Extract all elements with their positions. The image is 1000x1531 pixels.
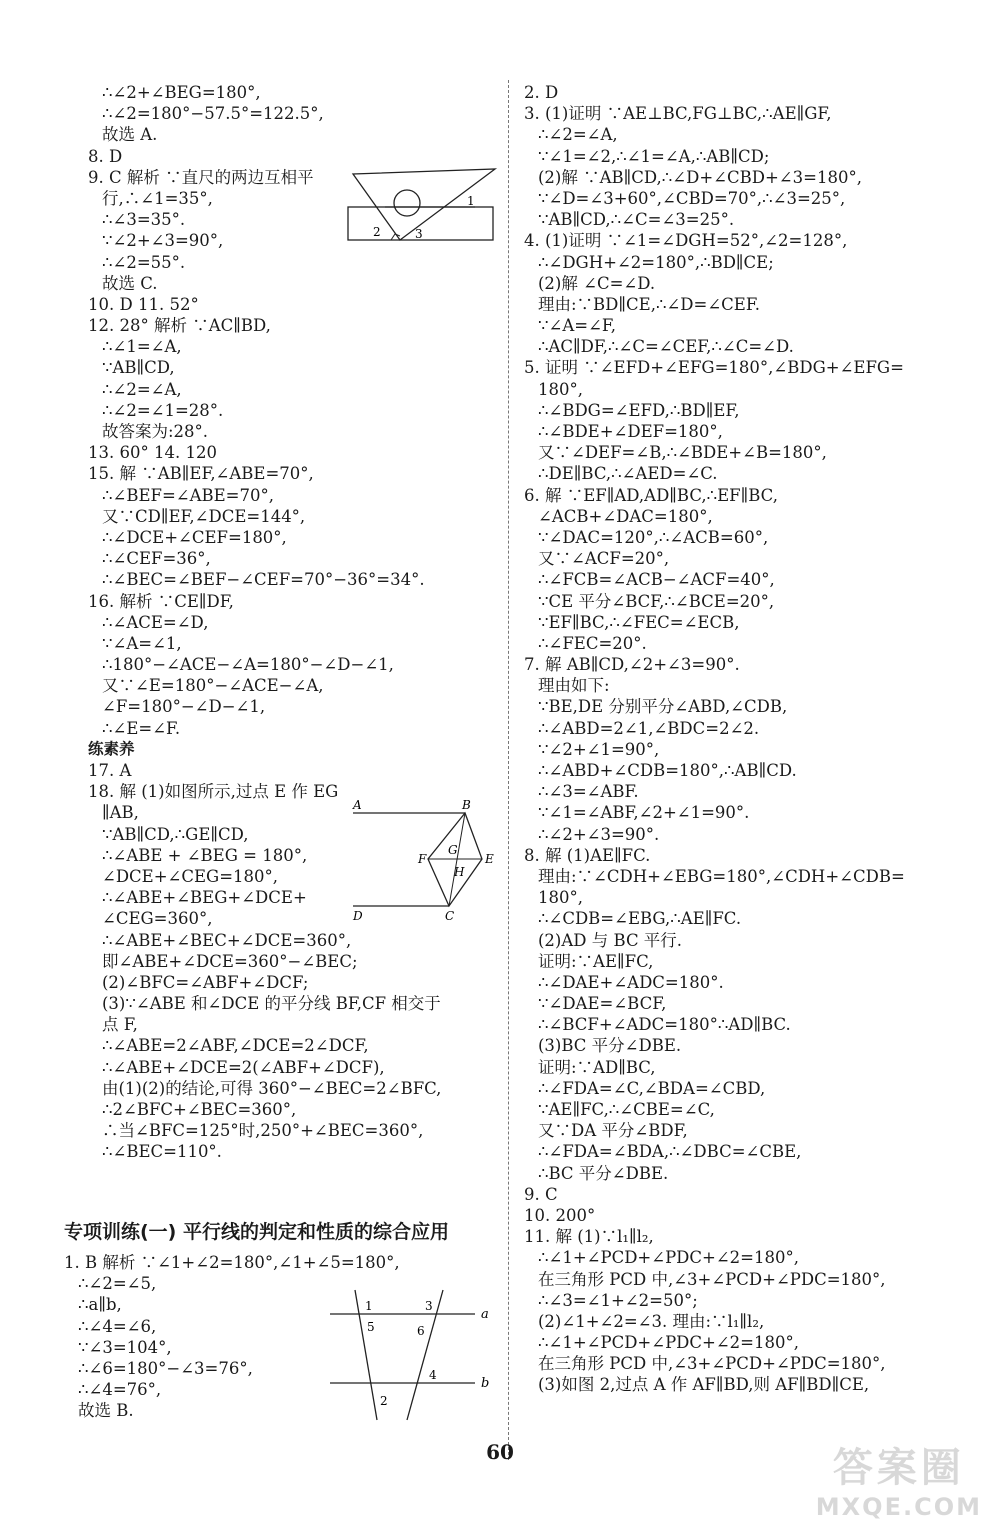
text-line: ∴∠FDA=∠C,∠BDA=∠CBD,: [538, 1078, 766, 1098]
text-line: 10. 200°: [524, 1205, 596, 1225]
text-line: 4. (1)证明 ∵∠1=∠DGH=52°,∠2=128°,: [524, 231, 848, 251]
text-line: ∴∠4=∠6,: [78, 1316, 157, 1336]
text-line: 12. 28° 解析 ∵AC∥BD,: [88, 316, 271, 336]
text-line: ∴∠DGH+∠2=180°,∴BD∥CE;: [538, 252, 774, 272]
text-line: 点 F,: [102, 1015, 138, 1035]
text-line: 又∵DA 平分∠BDF,: [538, 1121, 688, 1141]
text-line: ∴2∠BFC+∠BEC=360°,: [102, 1100, 297, 1119]
text-line: ∵AB∥CD,∴GE∥CD,: [102, 824, 249, 844]
ruler-label-2: 2: [373, 225, 381, 239]
text-line: ∵∠DAE=∠BCF,: [538, 994, 667, 1014]
text-line: (2)∠BFC=∠ABF+∠DCF;: [102, 972, 309, 992]
text-line: 18. 解 (1)如图所示,过点 E 作 EG: [88, 782, 339, 802]
watermark-url: MXQE.COM: [815, 1493, 982, 1521]
text-line: 11. 解 (1)∵l₁∥l₂,: [524, 1227, 654, 1247]
text-line: ∠DCE+∠CEG=180°,: [102, 866, 279, 886]
text-line: 5. 证明 ∵∠EFD+∠EFG=180°,∠BDG+∠EFG=: [524, 358, 904, 378]
text-line: (2)解 ∠C=∠D.: [538, 273, 656, 293]
text-line: ∴∠ABD=2∠1,∠BDC=2∠2.: [538, 718, 760, 738]
text-line: ∴∠FCB=∠ACB−∠ACF=40°,: [538, 570, 775, 590]
text-line: ∴∠BDE+∠DEF=180°,: [538, 422, 723, 441]
text-line: 9. C 解析 ∵直尺的两边互相平: [88, 167, 314, 187]
text-line: ∴∠3=∠1+∠2=50°;: [538, 1290, 698, 1310]
text-line: 即∠ABE+∠DCE=360°−∠BEC;: [102, 951, 358, 971]
text-line: ∴∠1+∠PCD+∠PDC+∠2=180°,: [538, 1333, 799, 1353]
text-line: ∴∠1+∠PCD+∠PDC+∠2=180°,: [538, 1248, 799, 1268]
quad-label-G: G: [448, 843, 458, 857]
text-line: ∵∠3=104°,: [78, 1337, 172, 1357]
text-line: 又∵∠E=180°−∠ACE−∠A,: [102, 676, 324, 696]
text-line: ∴∠ABE+∠BEG+∠DCE+: [102, 888, 307, 908]
lines-label-3: 3: [425, 1299, 433, 1313]
text-line: ∴∠BEC=110°.: [102, 1142, 222, 1162]
text-line: ∴∠ABE=2∠ABF,∠DCE=2∠DCF,: [102, 1036, 369, 1056]
text-line: ∴∠2=∠1=28°.: [102, 400, 224, 420]
text-line: ∴180°−∠ACE−∠A=180°−∠D−∠1,: [102, 655, 394, 675]
text-line: 8. D: [88, 146, 123, 166]
text-line: ∵BE,DE 分别平分∠ABD,∠CDB,: [538, 697, 788, 717]
text-line: ∠CEG=360°,: [102, 909, 213, 929]
text-line: ∵∠DAC=120°,∴∠ACB=60°,: [538, 527, 769, 547]
text-line: ∴∠ACE=∠D,: [102, 612, 209, 632]
text-line: 17. A: [88, 761, 132, 780]
text-line: (2)AD 与 BC 平行.: [538, 930, 683, 950]
text-line: 故选 C.: [102, 273, 158, 293]
text-line: 行,∴∠1=35°,: [102, 188, 213, 208]
ruler-label-1: 1: [467, 194, 475, 208]
column-divider: [508, 80, 509, 1460]
text-line: ∵∠D=∠3+60°,∠CBD=70°,∴∠3=25°,: [538, 188, 846, 208]
text-line: 在三角形 PCD 中,∠3+∠PCD+∠PDC=180°,: [538, 1354, 886, 1374]
quad-label-B: B: [462, 798, 471, 812]
text-line: 7. 解 AB∥CD,∠2+∠3=90°.: [524, 655, 740, 675]
text-line: 又∵∠DEF=∠B,∴∠BDE+∠B=180°,: [538, 443, 827, 463]
text-line: ∴∠2=∠5,: [78, 1274, 157, 1294]
text-line: (3)BC 平分∠DBE.: [538, 1036, 682, 1056]
text-line: ∴∠BDG=∠EFD,∴BD∥EF,: [538, 400, 740, 420]
text-line: ∵AE∥FC,∴∠CBE=∠C,: [538, 1100, 715, 1119]
text-line: ∴∠ABE+∠BEC+∠DCE=360°,: [102, 930, 352, 950]
text-line: ∴∠FDA=∠BDA,∴∠DBC=∠CBE,: [538, 1142, 802, 1162]
text-line: 180°,: [538, 888, 583, 908]
text-line: ∴∠BEF=∠ABE=70°,: [102, 485, 274, 505]
text-line: 13. 60° 14. 120: [88, 443, 217, 463]
text-line: ∴AC∥DF,∴∠C=∠CEF,∴∠C=∠D.: [538, 337, 794, 357]
text-line: ∴∠3=∠ABF.: [538, 782, 639, 802]
text-line: ∴∠2=180°−57.5°=122.5°,: [102, 104, 324, 124]
text-line: ∴∠3=35°.: [102, 210, 186, 230]
text-line: ∴∠2=∠A,: [102, 379, 182, 399]
text-line: ∴BC 平分∠DBE.: [538, 1163, 669, 1183]
text-line: ∴∠2+∠3=90°.: [538, 824, 660, 844]
text-line: ∵EF∥BC,∴∠FEC=∠ECB,: [538, 612, 740, 632]
text-line: ∵∠A=∠F,: [538, 316, 617, 336]
text-line: 2. D: [524, 83, 559, 102]
text-line: 16. 解析 ∵CE∥DF,: [88, 591, 234, 611]
text-line: ∴∠ABE+∠DCE=2(∠ABF+∠DCF),: [102, 1057, 385, 1077]
text-line: 故选 B.: [78, 1401, 134, 1421]
text-line: 又∵∠ACF=20°,: [538, 549, 670, 569]
text-line: (2)∠1+∠2=∠3. 理由:∵l₁∥l₂,: [538, 1311, 765, 1331]
text-line: 理由如下:: [538, 676, 610, 696]
lines-label-1: 1: [365, 1299, 373, 1313]
text-line: ∴∠BCF+∠ADC=180°∴AD∥BC.: [538, 1015, 791, 1035]
text-line: 理由:∵∠CDH+∠EBG=180°,∠CDH+∠CDB=: [538, 866, 905, 886]
quad-label-E: E: [485, 852, 494, 866]
text-line: 故答案为:28°.: [102, 422, 209, 441]
text-line: ∴∠2=55°.: [102, 252, 186, 272]
text-line: ∵AB∥CD,∴∠C=∠3=25°.: [538, 210, 735, 230]
text-line: 10. D 11. 52°: [88, 294, 199, 314]
ruler-triangle-figure: [345, 160, 500, 250]
text-line: ∥AB,: [102, 803, 139, 823]
lines-label-6: 6: [417, 1324, 425, 1338]
text-line: ∴∠1=∠A,: [102, 337, 182, 357]
ruler-label-3: 3: [415, 227, 423, 241]
text-line: 故选 A.: [102, 125, 158, 145]
text-line: 3. (1)证明 ∵AE⊥BC,FG⊥BC,∴AE∥GF,: [524, 104, 832, 124]
text-line: ∴∠CDB=∠EBG,∴AE∥FC.: [538, 909, 742, 929]
text-line: ∴∠CEF=36°,: [102, 549, 211, 569]
watermark-logo: 答案圈: [832, 1445, 965, 1491]
lines-label-a: a: [481, 1307, 489, 1322]
text-line: 练素养: [88, 739, 135, 758]
text-line: ∴∠ABE + ∠BEG = 180°,: [102, 845, 308, 865]
page-number: 60: [486, 1440, 514, 1464]
text-line: ∴a∥b,: [78, 1295, 122, 1315]
text-line: ∴∠ABD+∠CDB=180°,∴AB∥CD.: [538, 761, 797, 780]
text-line: ∵∠2+∠1=90°,: [538, 739, 660, 759]
right-column: [524, 82, 962, 1396]
text-line: 又∵CD∥EF,∠DCE=144°,: [102, 506, 306, 526]
text-line: 证明:∵AD∥BC,: [538, 1057, 656, 1077]
lines-label-2: 2: [380, 1394, 388, 1408]
text-line: ∴∠DCE+∠CEF=180°,: [102, 527, 287, 547]
text-line: ∵∠2+∠3=90°,: [102, 231, 224, 251]
watermark: [816, 1436, 982, 1521]
text-line: 在三角形 PCD 中,∠3+∠PCD+∠PDC=180°,: [538, 1269, 886, 1289]
text-line: ∴∠4=76°,: [78, 1380, 162, 1400]
text-line: 6. 解 ∵EF∥AD,AD∥BC,∴EF∥BC,: [524, 485, 778, 505]
text-line: ∴∠E=∠F.: [102, 718, 181, 738]
text-line: 由(1)(2)的结论,可得 360°−∠BEC=2∠BFC,: [102, 1078, 442, 1098]
section-heading: 专项训练(一) 平行线的判定和性质的综合应用: [64, 1221, 449, 1243]
text-line: 证明:∵AE∥FC,: [538, 951, 654, 971]
text-line: ∴DE∥BC,∴∠AED=∠C.: [538, 464, 718, 484]
lines-label-b: b: [481, 1376, 490, 1391]
text-line: ∠F=180°−∠D−∠1,: [102, 697, 266, 717]
text-line: 8. 解 (1)AE∥FC.: [524, 845, 651, 865]
text-line: ∠ACB+∠DAC=180°,: [538, 506, 713, 526]
text-line: ∵CE 平分∠BCF,∴∠BCE=20°,: [538, 591, 775, 611]
text-line: 1. B 解析 ∵∠1+∠2=180°,∠1+∠5=180°,: [64, 1253, 400, 1272]
text-line: (2)解 ∵AB∥CD,∴∠D+∠CBD+∠3=180°,: [538, 167, 862, 187]
text-line: 180°,: [538, 379, 583, 399]
text-line: ∴∠DAE+∠ADC=180°.: [538, 972, 724, 992]
quad-label-C: C: [445, 909, 455, 923]
text-line: ∴∠FEC=20°.: [538, 633, 647, 653]
lines-label-5: 5: [367, 1320, 375, 1334]
quad-label-H: H: [454, 865, 465, 879]
quad-label-F: F: [418, 852, 427, 866]
quad-label-D: D: [353, 909, 363, 923]
text-line: ∵∠1=∠2,∴∠1=∠A,∴AB∥CD;: [538, 146, 770, 166]
text-line: ∵∠1=∠ABF,∠2+∠1=90°.: [538, 803, 750, 823]
text-line: 理由:∵BD∥CE,∴∠D=∠CEF.: [538, 294, 760, 314]
text-line: ∴∠2+∠BEG=180°,: [102, 83, 261, 102]
text-line: ∴∠2=∠A,: [538, 125, 618, 145]
text-line: ∴∠BEC=∠BEF−∠CEF=70°−36°=34°.: [102, 570, 425, 590]
text-line: ∴∠6=180°−∠3=76°,: [78, 1358, 253, 1378]
text-line: ∵AB∥CD,: [102, 358, 175, 378]
quad-label-A: A: [353, 798, 362, 812]
text-line: ∵∠A=∠1,: [102, 633, 182, 653]
text-line: (3)如图 2,过点 A 作 AF∥BD,则 AF∥BD∥CE,: [538, 1375, 870, 1395]
text-line: 15. 解 ∵AB∥EF,∠ABE=70°,: [88, 464, 314, 484]
text-line: 9. C: [524, 1184, 558, 1204]
text-line: ∴当∠BFC=125°时,250°+∠BEC=360°,: [102, 1121, 424, 1141]
lines-label-4: 4: [429, 1368, 437, 1382]
text-line: (3)∵∠ABE 和∠DCE 的平分线 BF,CF 相交于: [102, 994, 441, 1014]
quadrilateral-figure: [350, 796, 502, 926]
parallel-lines-figure: [325, 1285, 500, 1425]
